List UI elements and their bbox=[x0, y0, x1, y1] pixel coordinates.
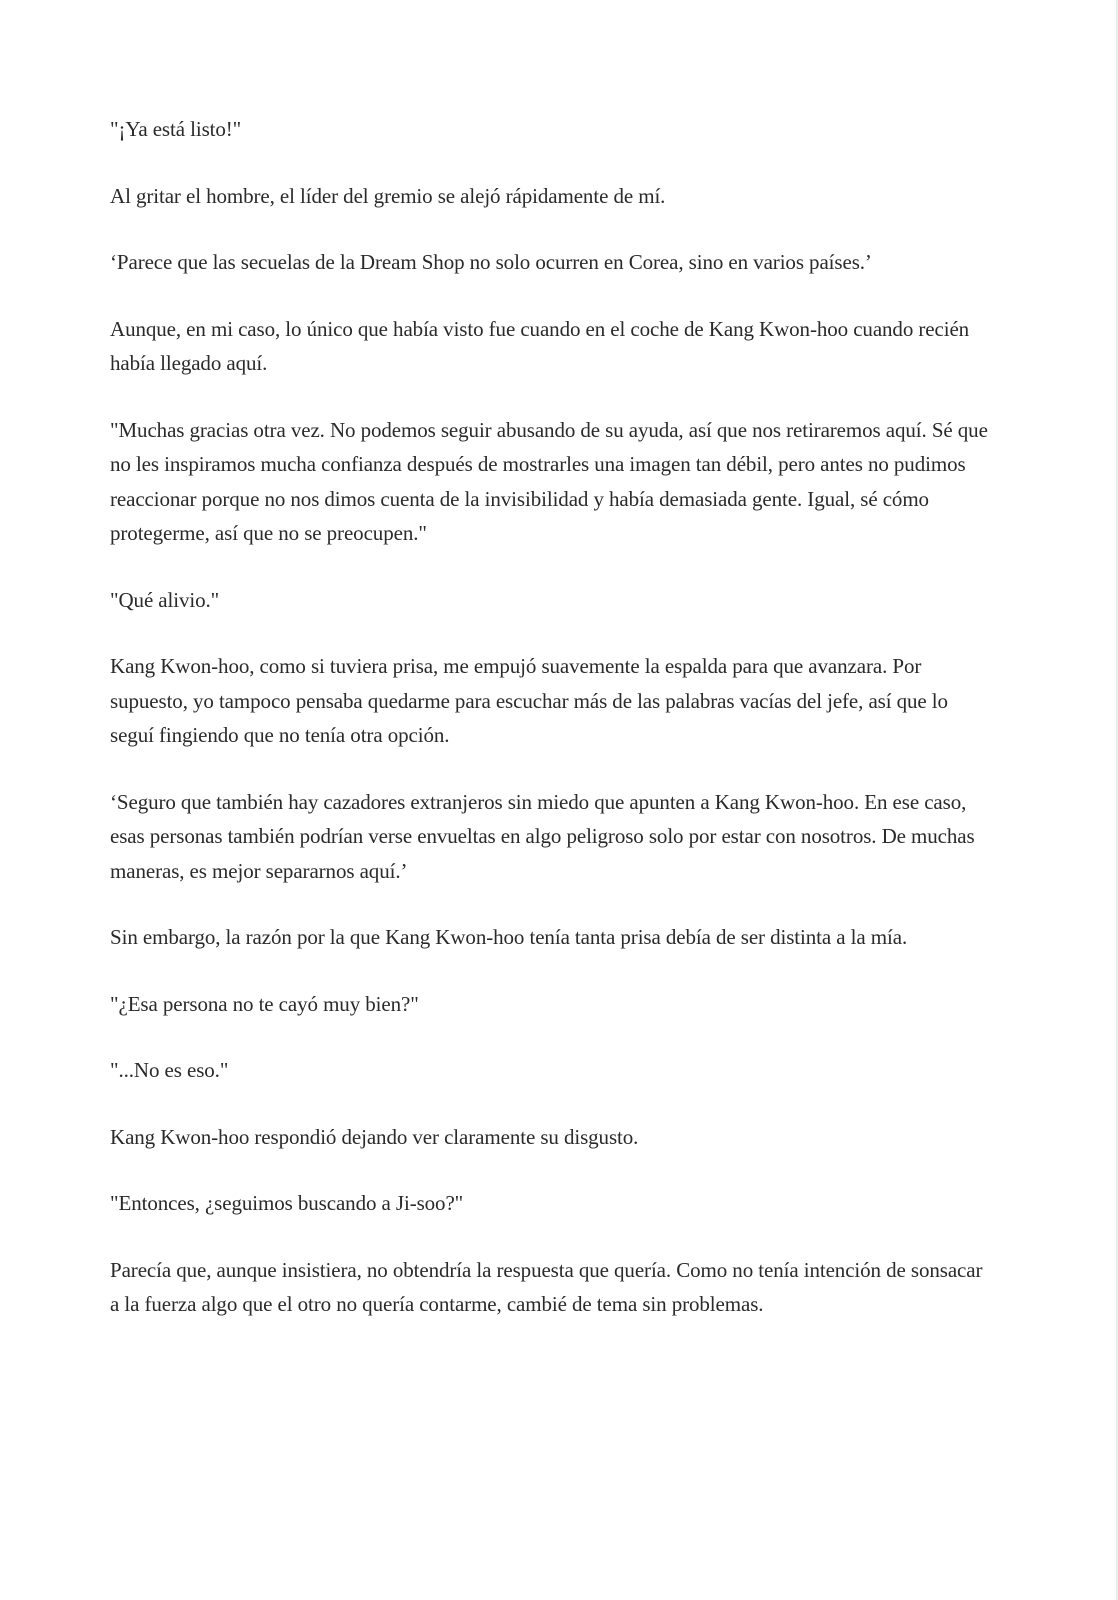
paragraph: Al gritar el hombre, el líder del gremio se alejó rápidamente de mí. bbox=[110, 183, 666, 208]
paragraph: Kang Kwon-hoo respondió dejando ver claramente su disgusto. bbox=[110, 1124, 639, 1149]
paragraph: Parecía que, aunque insistiera, no obtendría la respuesta que quería. Como no tenía intención de sonsacar a la fuerza algo que el otro no quería contarme, cambié de tema sin problemas. bbox=[110, 1257, 983, 1316]
paragraph: "¡Ya está listo!" bbox=[110, 117, 242, 141]
paragraph: "Qué alivio." bbox=[110, 587, 220, 612]
paragraph: "Muchas gracias otra vez. No podemos seguir abusando de su ayuda, así que nos retiraremos aquí. Sé que no les inspiramos mucha confianza después de mostrarles una imagen tan débil, pero antes no pudimos reaccionar porque no nos dimos cuenta de la invisibilidad y había demasiada gente. Igual, sé cómo protegerme, así que no se preocupen." bbox=[110, 417, 988, 545]
paragraph: ‘Parece que las secuelas de la Dream Shop no solo ocurren en Corea, sino en varios países.’ bbox=[110, 250, 872, 274]
paragraph: "...No es eso." bbox=[110, 1058, 229, 1082]
paragraph: ‘Seguro que también hay cazadores extranjeros sin miedo que apunten a Kang Kwon-hoo. En ese caso, esas personas también podrían verse envueltas en algo peligroso solo por estar con nosotros. De muchas maneras, es mejor separarnos aquí.’ bbox=[110, 789, 975, 883]
paragraph: "Entonces, ¿seguimos buscando a Ji-soo?" bbox=[110, 1191, 464, 1215]
paragraph: Kang Kwon-hoo, como si tuviera prisa, me empujó suavemente la espalda para que avanzara. Por supuesto, yo tampoco pensaba quedarme para escuchar más de las palabras vacías del jefe, así que lo seguí fingiendo que no tenía otra opción. bbox=[110, 654, 948, 747]
paragraph: Sin embargo, la razón por la que Kang Kwon-hoo tenía tanta prisa debía de ser distinta a la mía. bbox=[110, 925, 908, 949]
document-body bbox=[110, 112, 990, 1354]
paragraph: Aunque, en mi caso, lo único que había visto fue cuando en el coche de Kang Kwon-hoo cuando recién había llegado aquí. bbox=[110, 316, 970, 375]
paragraph: "¿Esa persona no te cayó muy bien?" bbox=[110, 991, 419, 1016]
